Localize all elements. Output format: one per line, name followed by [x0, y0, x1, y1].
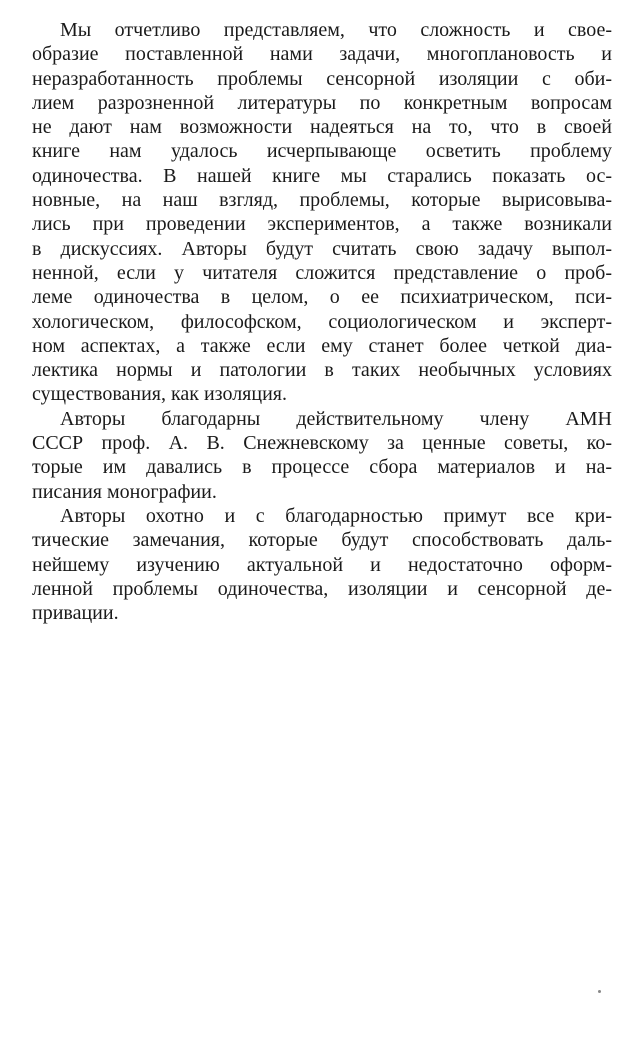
text-line: новные, на наш взгляд, проблемы, которые вырисовыва- [32, 189, 612, 212]
scan-speck [598, 990, 601, 993]
text-line: СССР проф. А. В. Снежневскому за ценные советы, ко- [32, 432, 612, 455]
text-line: тические замечания, которые будут способствовать даль- [32, 529, 612, 552]
text-line: Авторы охотно и с благодарностью примут все кри- [60, 504, 612, 527]
document-page [32, 18, 612, 625]
text-line: ненной, если у читателя сложится представление о проб- [32, 261, 612, 284]
text-line: существования, как изоляция. [32, 383, 287, 406]
text-line: лись при проведении экспериментов, а также возникали [32, 213, 612, 236]
text-line: привации. [32, 602, 119, 625]
paragraph-acknowledgements [32, 407, 612, 504]
text-line: хологическом, философском, социологическом и эксперт- [32, 310, 612, 333]
text-line: неразработанность проблемы сенсорной изоляции с оби- [32, 67, 612, 90]
text-line: лектика нормы и патологии в таких необычных условиях [32, 359, 612, 382]
paragraph-feedback-request [32, 504, 612, 625]
text-line: писания монографии. [32, 480, 217, 503]
text-line: лием разрозненной литературы по конкретным вопросам [32, 91, 612, 114]
text-line: не дают нам возможности надеяться на то, что в своей [32, 116, 612, 139]
text-line: в дискуссиях. Авторы будут считать свою задачу выпол- [32, 237, 612, 260]
text-line: одиночества. В нашей книге мы старались показать ос- [32, 164, 612, 187]
text-line: леме одиночества в целом, о ее психиатрическом, пси- [32, 286, 612, 309]
text-line: Авторы благодарны действительному члену АМН [60, 407, 612, 430]
text-line: Мы отчетливо представляем, что сложность и свое- [60, 19, 612, 41]
text-line: книге нам удалось исчерпывающе осветить проблему [32, 140, 612, 163]
text-line: образие поставленной нами задачи, многоплановость и [32, 43, 612, 66]
paragraph-scope-and-limits [32, 18, 612, 407]
text-line: торые им давались в процессе сбора материалов и на- [32, 456, 612, 479]
text-line: ном аспектах, а также если ему станет более четкой диа- [32, 334, 612, 357]
text-line: ленной проблемы одиночества, изоляции и сенсорной де- [32, 577, 612, 600]
text-line: нейшему изучению актуальной и недостаточно оформ- [32, 553, 612, 576]
